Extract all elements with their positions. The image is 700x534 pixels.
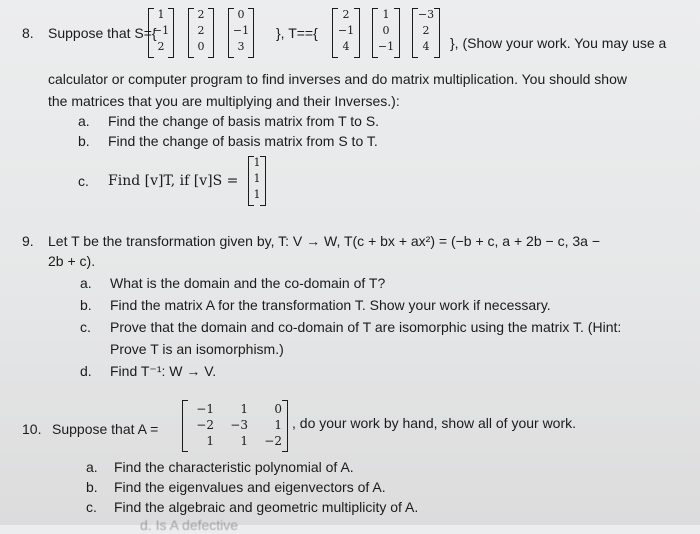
vector-entry: 1 [382, 8, 390, 21]
bracket-right [282, 400, 288, 452]
vector-entry: 3 [237, 40, 245, 53]
vector-entry: −1 [377, 40, 395, 53]
vector-entry: −3 [417, 8, 435, 21]
q10-cutoff-line: d. Is A defective [140, 517, 239, 533]
q10-number: 10. [22, 421, 42, 437]
q10-item-a-letter: a. [86, 459, 98, 475]
matrix-entry: 1 [206, 434, 214, 448]
vector-entry: 1 [253, 188, 261, 201]
vector-entry: −1 [232, 24, 250, 37]
vector-entry: 2 [422, 24, 430, 37]
t-vector-1 [332, 8, 360, 58]
v-vector-entries [248, 156, 266, 206]
matrix-entry: 1 [240, 402, 248, 416]
matrix-a-grid [182, 400, 288, 452]
s-vector-3 [228, 8, 254, 58]
q8-tail: }, (Show your work. You may use a [450, 35, 667, 51]
q8-item-b-letter: b. [78, 133, 90, 149]
matrix-entry: 1 [274, 418, 282, 432]
q8-lead: Suppose that S={ [48, 25, 157, 41]
t-vector-3 [412, 8, 440, 58]
q10-item-c: Find the algebraic and geometric multiplicity of A. [114, 499, 419, 515]
q8-item-a-letter: a. [78, 113, 90, 129]
q10-item-c-letter: c. [86, 499, 97, 515]
vector-entry: 1 [253, 156, 261, 169]
vector-entry: 0 [197, 40, 205, 53]
q9-line2: 2b + c). [48, 253, 96, 269]
matrix-entry: −2 [196, 418, 214, 432]
q8-line3: the matrices that you are multiplying and their Inverses.): [48, 93, 400, 109]
q10-tail: , do your work by hand, show all of your work. [292, 415, 577, 431]
vector-entry: 2 [157, 40, 165, 53]
matrix-entry: 1 [240, 434, 248, 448]
q10-item-b-letter: b. [86, 479, 98, 495]
matrix-entry: −1 [196, 402, 214, 416]
vector-entry: −1 [337, 24, 355, 37]
q8-item-b: Find the change of basis matrix from S to T. [108, 133, 378, 149]
vector-entry: 1 [253, 172, 261, 185]
q9-item-d-letter: d. [80, 363, 92, 379]
q9-item-c-letter: c. [80, 319, 91, 335]
vector-entry: 1 [157, 8, 165, 21]
matrix-entry: −3 [230, 418, 248, 432]
q9-item-b: Find the matrix A for the transformation T. Show your work if necessary. [110, 297, 551, 313]
q9-item-a-letter: a. [80, 275, 92, 291]
q9-item-b-letter: b. [80, 297, 92, 313]
matrix-entry: 0 [274, 402, 282, 416]
vector-entry: 2 [342, 8, 350, 21]
vector-entry: 0 [382, 24, 390, 37]
q8-item-c: Find [v]T, if [v]S = [108, 173, 239, 189]
q9-item-a: What is the domain and the co-domain of T? [110, 275, 386, 291]
vector-entry: −1 [152, 24, 170, 37]
q8-item-a: Find the change of basis matrix from T to S. [108, 113, 380, 129]
q9-number: 9. [22, 233, 34, 249]
q10-lead: Suppose that A = [52, 421, 159, 437]
q9-item-c-cont: Prove T is an isomorphism.) [110, 341, 284, 357]
q8-item-c-letter: c. [78, 173, 89, 189]
s-vector-2 [188, 8, 214, 58]
matrix-entry: −2 [264, 434, 282, 448]
q8-line2: calculator or computer program to find inverses and do matrix multiplication. You should show [48, 71, 627, 87]
vector-entry: 4 [342, 40, 350, 53]
vector-entry: 2 [197, 24, 205, 37]
vector-entry: 0 [237, 8, 245, 21]
q10-item-a: Find the characteristic polynomial of A. [114, 459, 354, 475]
s-vector-1 [148, 8, 174, 58]
q8-t-label: }, T=={ [276, 25, 318, 41]
t-vector-2 [372, 8, 400, 58]
q10-item-b: Find the eigenvalues and eigenvectors of A. [114, 479, 386, 495]
vector-entry: 4 [422, 40, 430, 53]
q8-number: 8. [22, 25, 34, 41]
q9-line1: Let T be the transformation given by, T: V → W, T(c + bx + ax²) = (−b + c, a + 2b − c, 3a − [48, 233, 600, 249]
q9-item-d: Find T⁻¹: W → V. [110, 363, 217, 379]
vector-entry: 2 [197, 8, 205, 21]
q9-item-c: Prove that the domain and co-domain of T are isomorphic using the matrix T. (Hint: [110, 319, 622, 335]
